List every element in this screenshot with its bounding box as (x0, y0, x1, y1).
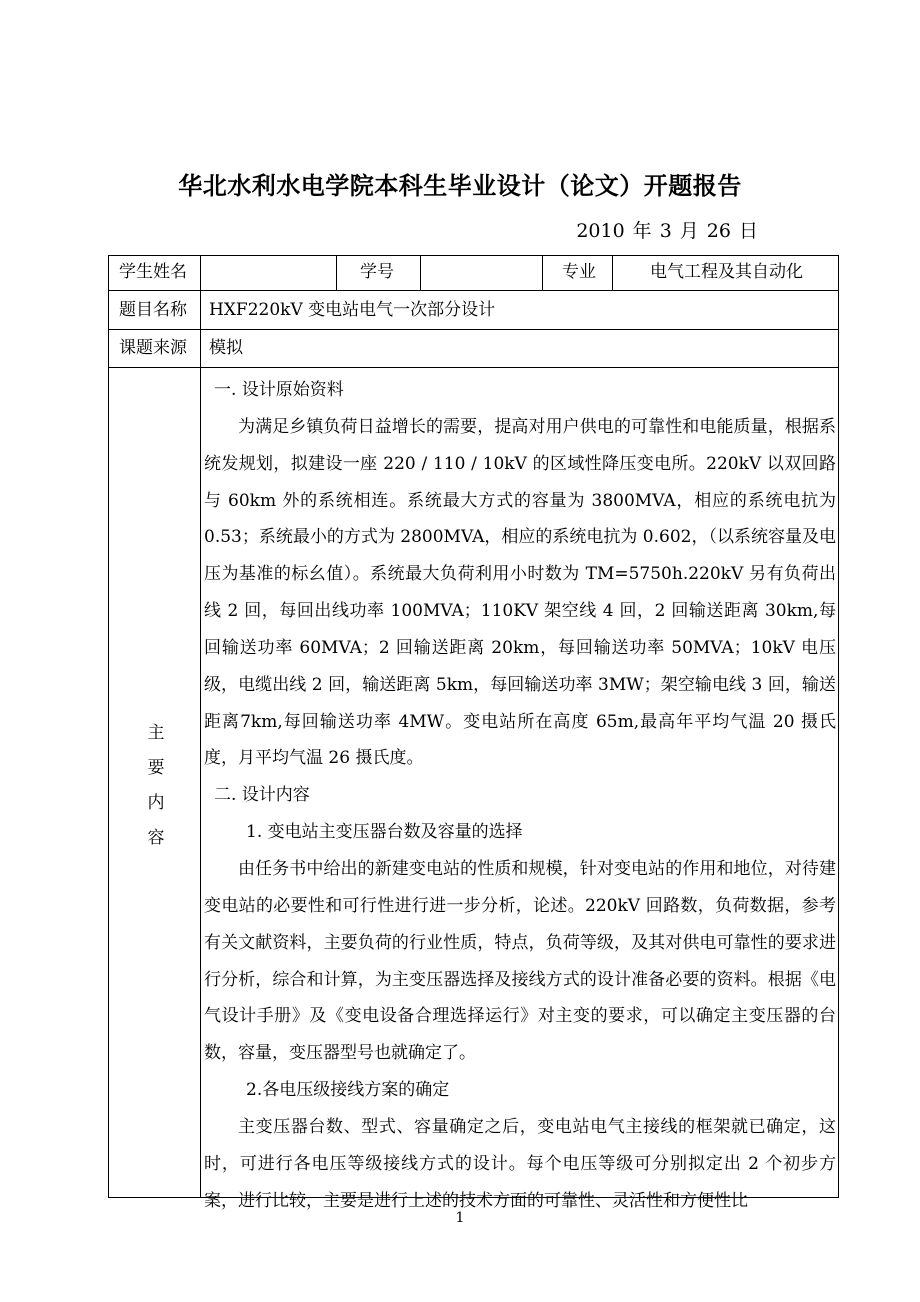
row-divider-3 (109, 367, 838, 368)
section1-heading: 一. 设计原始资料 (214, 380, 344, 400)
date-year-unit: 年 (632, 220, 652, 242)
main-content-body (204, 372, 836, 1219)
document-title: 华北水利水电学院本科生毕业设计（论文）开题报告 (178, 172, 742, 200)
col-divider-b (420, 256, 421, 290)
report-date (576, 216, 758, 243)
date-day: 26 (706, 220, 731, 242)
row-divider-2 (109, 329, 838, 330)
subsection1-paragraph: 由任务书中给出的新建变电站的性质和规模，针对变电站的作用和地位，对待建变电站的必要性和可行性进行进一步分析，论述。220kV 回路数，负荷数据，参考有关文献资料，主要负荷的行业性质，特点，负荷等级，及其对供电可靠性的要求进行分析，综合和计算，为主变压器选择及接线方式的设计准备必要的资料。根据《电气设计手册》及《变电设备合理选择运行》对主变的要求，可以确定主变压器的台数，容量，变压器型号也就确定了。 (204, 858, 836, 1064)
source-label: 课题来源 (119, 338, 187, 358)
subsection2-paragraph: 主变压器台数、型式、容量确定之后，变电站电气主接线的框架就已确定，这时，可进行各电压等级接线方式的设计。每个电压等级可分别拟定出 2 个初步方案，进行比较，主要是进行上述的技术方面的可靠性、灵活性和方便性比 (204, 1116, 836, 1211)
source-value: 模拟 (209, 338, 243, 358)
date-month: 3 (659, 220, 672, 242)
main-content-label-char: 内 (147, 793, 165, 813)
major-value: 电气工程及其自动化 (650, 262, 803, 282)
col-divider-a (336, 256, 337, 290)
main-content-label-char: 主 (147, 723, 165, 743)
main-content-label-char: 要 (147, 758, 165, 778)
topic-label: 题目名称 (119, 300, 187, 320)
section2-heading: 二. 设计内容 (214, 785, 310, 806)
row-divider-1 (109, 290, 838, 291)
date-year: 2010 (576, 220, 625, 242)
main-content-label-char: 容 (147, 828, 165, 848)
major-label: 专业 (562, 262, 596, 282)
subsection2-heading: 2.各电压级接线方案的确定 (246, 1080, 450, 1101)
student-name-label: 学生姓名 (119, 262, 187, 282)
topic-value: HXF220kV 变电站电气一次部分设计 (209, 300, 496, 320)
label-column-divider (200, 256, 201, 1197)
date-month-unit: 月 (679, 220, 699, 242)
student-id-label: 学号 (360, 262, 394, 282)
main-content-label (143, 716, 169, 856)
col-divider-c (542, 256, 543, 290)
subsection1-heading: 1. 变电站主变压器台数及容量的选择 (246, 822, 523, 843)
page-number: 1 (455, 1210, 465, 1226)
col-divider-d (612, 256, 613, 290)
date-day-unit: 日 (738, 220, 758, 242)
section1-paragraph: 为满足乡镇负荷日益增长的需要，提高对用户供电的可靠性和电能质量，根据系统发规划，拟建设一座 220 / 110 / 10kV 的区域性降压变电所。220kV 以双回路与 60km 外的系统相连。系统最大方式的容量为 3800MVA，相应的系统电抗为 0.53；系统最小的方式为 2800MVA，相应的系统电抗为 0.602，（以系统容量及电压为基准的标幺值）。系统最大负荷利用小时数为 TM=5750h.220kV 另有负荷出线 2 回，每回出线功率 100MVA；110KV 架空线 4 回，2 回输送距离 30km,每回输送功率 60MVA；2 回输送距离 20km，每回输送功率 50MVA；10kV 电压级，电缆出线 2 回，输送距离 5km，每回输送功率 3MW；架空输电线 3 回，输送距离7km,每回输送功率 4MW。变电站所在高度 65m,最高年平均气温 20 摄氏度，月平均气温 26 摄氏度。 (204, 416, 836, 769)
